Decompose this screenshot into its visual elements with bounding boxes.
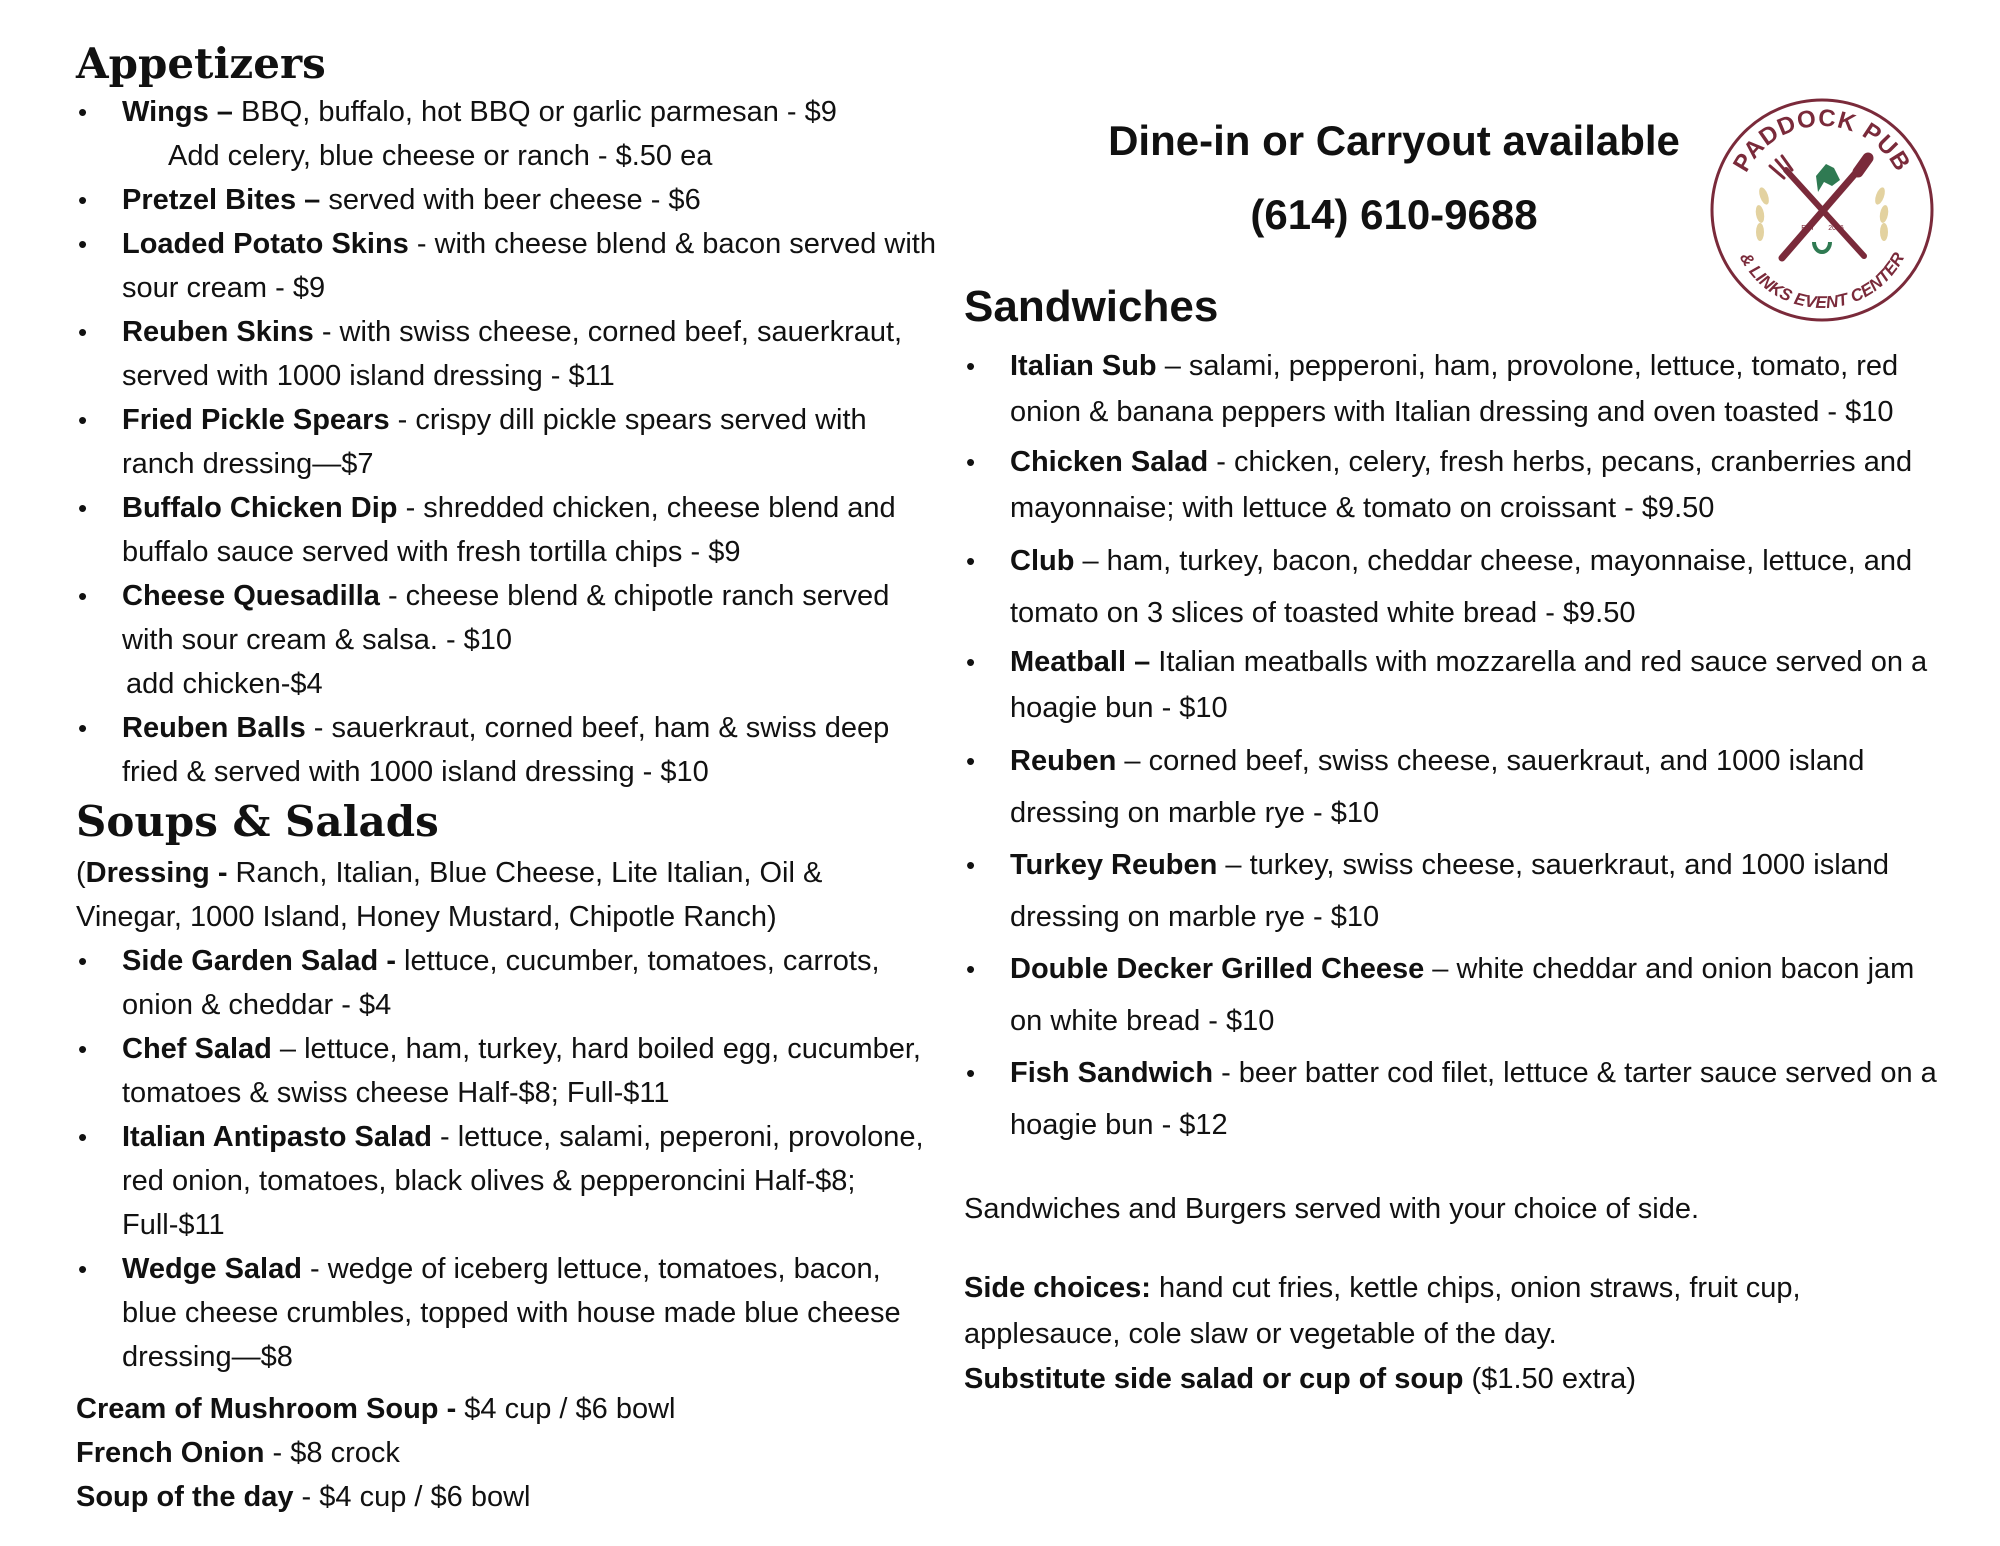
- item-description: – lettuce, ham, turkey, hard boiled egg, cucumber, tomatoes & swiss cheese Half-$8; Full-$11: [122, 1032, 921, 1109]
- item-name: Chef Salad: [122, 1032, 272, 1065]
- soup-name: Cream of Mushroom Soup -: [76, 1392, 457, 1425]
- item-description: – ham, turkey, bacon, cheddar cheese, mayonnaise, lettuce, and tomato on 3 slices of toasted white bread - $9.50: [1010, 544, 1913, 629]
- item-description: - with swiss cheese, corned beef, sauerkraut, served with 1000 island dressing - $11: [122, 316, 903, 393]
- list-item: [76, 398, 936, 486]
- soup-name: French Onion: [76, 1436, 265, 1469]
- salads-list: [76, 939, 936, 1379]
- item-description: – white cheddar and onion bacon jam on white bread - $10: [1010, 952, 1915, 1037]
- logo-year: 2016: [1828, 225, 1844, 232]
- soups-list: [76, 1387, 936, 1519]
- item-description: Italian meatballs with mozzarella and red sauce served on a hoagie bun - $10: [1010, 645, 1928, 724]
- item-extra: add chicken-$4: [126, 668, 323, 701]
- item-description: – turkey, swiss cheese, sauerkraut, and 1000 island dressing on marble rye - $10: [1010, 848, 1890, 933]
- side-choices: [964, 1265, 1954, 1357]
- item-name: Reuben Balls: [122, 712, 306, 745]
- substitute-label: Substitute side salad or cup of soup: [964, 1362, 1464, 1395]
- list-item: [76, 1115, 936, 1247]
- item-description: - sauerkraut, corned beef, ham & swiss deep fried & served with 1000 island dressing - $10: [122, 712, 890, 789]
- item-name: Reuben Skins: [122, 316, 314, 349]
- item-name: Italian Antipasto Salad: [122, 1120, 432, 1153]
- soup-item: [76, 1475, 936, 1519]
- item-name: Buffalo Chicken Dip: [122, 492, 398, 525]
- item-description: - wedge of iceberg lettuce, tomatoes, bacon, blue cheese crumbles, topped with house made blue cheese dressing—$8: [122, 1252, 901, 1373]
- left-column: [76, 0, 936, 1519]
- item-description: BBQ, buffalo, hot BBQ or garlic parmesan - $9: [232, 96, 837, 129]
- item-description: lettuce, cucumber, tomatoes, carrots, onion & cheddar - $4: [122, 944, 880, 1021]
- item-description: served with beer cheese - $6: [320, 184, 701, 217]
- item-name: Meatball –: [1010, 645, 1151, 678]
- logo-top-text: PADDOCK PUB: [1728, 104, 1916, 177]
- dressing-note: [76, 851, 936, 939]
- substitute-note: [964, 1357, 1954, 1401]
- service-note: Dine-in or Carryout available: [1108, 117, 1680, 164]
- item-description: - crispy dill pickle spears served with ranch dressing—$7: [122, 404, 867, 481]
- list-item: [964, 735, 1954, 839]
- logo-est: EST: [1801, 225, 1815, 232]
- list-item: [76, 178, 936, 222]
- list-item: [964, 943, 1954, 1047]
- item-description: – corned beef, swiss cheese, sauerkraut, and 1000 island dressing on marble rye - $10: [1010, 744, 1865, 829]
- dressing-text: Ranch, Italian, Blue Cheese, Lite Italian, Oil & Vinegar, 1000 Island, Honey Mustard, Chipotle Ranch): [76, 856, 823, 933]
- item-name: Double Decker Grilled Cheese: [1010, 952, 1425, 985]
- side-label: Side choices:: [964, 1271, 1151, 1304]
- sandwiches-list: [964, 343, 1954, 1151]
- item-description: - with cheese blend & bacon served with sour cream - $9: [122, 228, 936, 305]
- list-item: [964, 343, 1954, 435]
- soup-name: Soup of the day: [76, 1480, 294, 1513]
- item-name: Loaded Potato Skins: [122, 228, 409, 261]
- item-name: Fish Sandwich: [1010, 1056, 1214, 1089]
- item-name: Wedge Salad: [122, 1252, 302, 1285]
- item-description: - shredded chicken, cheese blend and buffalo sauce served with fresh tortilla chips - $9: [122, 492, 896, 569]
- appetizers-heading: Appetizers: [76, 39, 326, 88]
- item-description: - lettuce, salami, peperoni, provolone, red onion, tomatoes, black olives & pepperoncini Half-$8; Full-$11: [122, 1120, 924, 1241]
- item-extra: Add celery, blue cheese or ranch - $.50 ea: [168, 140, 713, 173]
- open-paren: (: [76, 856, 86, 889]
- soup-description: - $8 crock: [264, 1436, 400, 1469]
- soup-item: [76, 1387, 936, 1431]
- list-item: [964, 839, 1954, 943]
- item-name: Fried Pickle Spears: [122, 404, 390, 437]
- item-description: - cheese blend & chipotle ranch served with sour cream & salsa. - $10: [122, 580, 890, 657]
- list-item: [964, 1047, 1954, 1151]
- item-description: – salami, pepperoni, ham, provolone, lettuce, tomato, red onion & banana peppers with Italian dressing and oven toasted - $10: [1010, 349, 1899, 428]
- item-name: Wings –: [122, 96, 233, 129]
- substitute-text: ($1.50 extra): [1463, 1362, 1636, 1395]
- phone-number: (614) 610-9688: [1250, 191, 1538, 238]
- list-item: [964, 639, 1954, 731]
- soups-salads-heading: Soups & Salads: [76, 797, 439, 847]
- list-item: [76, 706, 936, 794]
- item-name: Turkey Reuben: [1010, 848, 1218, 881]
- appetizers-list: [76, 90, 936, 794]
- side-text: hand cut fries, kettle chips, onion straws, fruit cup, applesauce, cole slaw or vegetable of the day.: [964, 1271, 1801, 1350]
- soup-description: $4 cup / $6 bowl: [456, 1392, 676, 1425]
- list-item: [76, 1027, 936, 1115]
- item-name: Side Garden Salad -: [122, 944, 396, 977]
- list-item: [76, 90, 936, 178]
- list-item: [76, 574, 936, 706]
- item-description: - chicken, celery, fresh herbs, pecans, cranberries and mayonnaise; with lettuce & tomato on croissant - $9.50: [1010, 445, 1913, 524]
- served-note: Sandwiches and Burgers served with your choice of side.: [964, 1192, 1700, 1225]
- list-item: [76, 222, 936, 310]
- item-name: Club: [1010, 544, 1075, 577]
- sandwiches-heading: Sandwiches: [964, 282, 1219, 331]
- item-name: Pretzel Bites –: [122, 184, 321, 217]
- list-item: [76, 310, 936, 398]
- item-description: - beer batter cod filet, lettuce & tarter sauce served on a hoagie bun - $12: [1010, 1056, 1937, 1141]
- list-item: [964, 439, 1954, 531]
- item-name: Italian Sub: [1010, 349, 1157, 382]
- item-name: Reuben: [1010, 744, 1117, 777]
- list-item: [964, 535, 1954, 639]
- logo-bottom-text: & LINKS EVENT CENTER: [1735, 249, 1909, 313]
- dressing-label: Dressing -: [85, 856, 228, 889]
- soup-description: - $4 cup / $6 bowl: [293, 1480, 531, 1513]
- right-column: [964, 0, 1954, 1401]
- list-item: [76, 939, 936, 1027]
- list-item: [76, 1247, 936, 1379]
- item-name: Cheese Quesadilla: [122, 580, 380, 613]
- item-name: Chicken Salad: [1010, 445, 1209, 478]
- list-item: [76, 486, 936, 574]
- soup-item: [76, 1431, 936, 1475]
